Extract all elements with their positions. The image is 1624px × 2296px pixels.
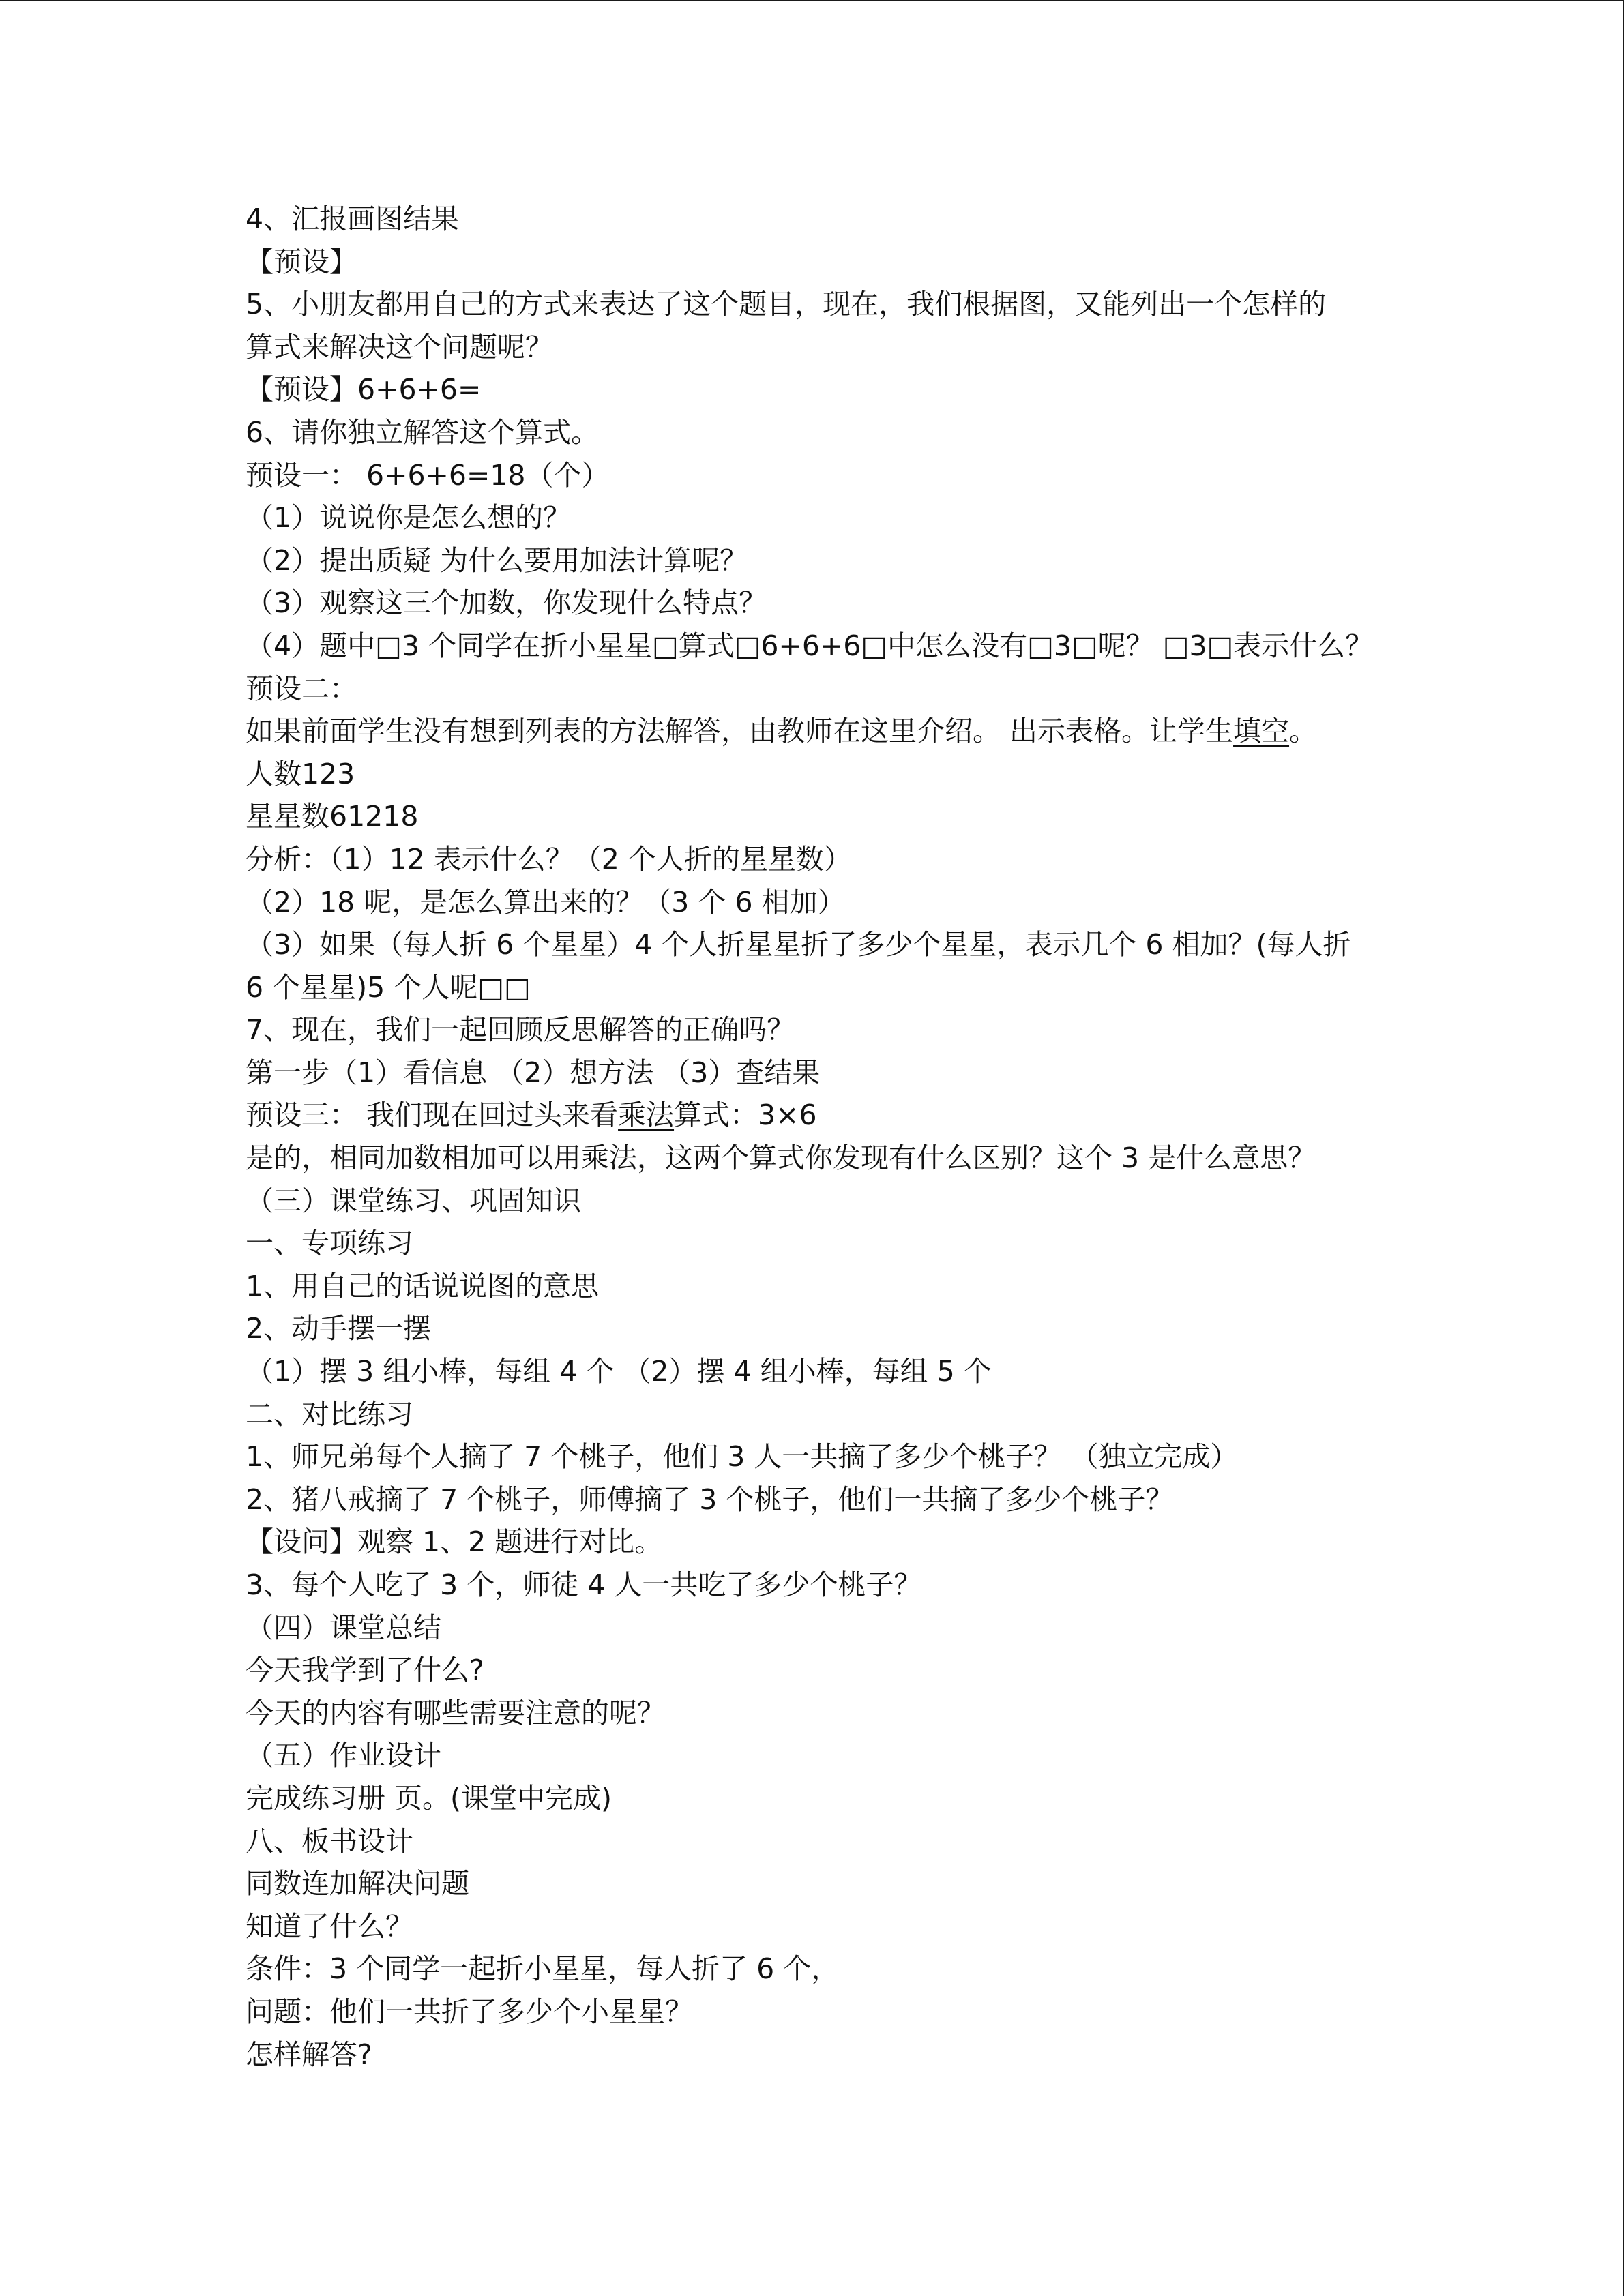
text-line: （五）作业设计 (246, 1739, 441, 1772)
underlined-term: 乘法 (618, 1099, 675, 1132)
text-line: 2、猪八戒摘了 7 个桃子，师傅摘了 3 个桃子，他们一共摘了多少个桃子？ (246, 1482, 1174, 1516)
text-line: 条件：3 个同学一起折小星星，每人折了 6 个， (246, 1952, 840, 1986)
text-line: 分析：（1）12 表示什么？（2 个人折的星星数） (246, 842, 852, 876)
text-line: 二、对比练习 (246, 1397, 413, 1431)
text-line: 1、师兄弟每个人摘了 7 个桃子，他们 3 人一共摘了多少个桃子？ （独立完成） (246, 1440, 1239, 1474)
text-line: 知道了什么？ (246, 1909, 413, 1943)
text-line: 是的，相同加数相加可以用乘法，这两个算式你发现有什么区别？这个 3 是什么意思？ (246, 1142, 1316, 1175)
text-line: 2、动手摆一摆 (246, 1312, 432, 1345)
text-line: （4）题中□3 个同学在折小星星□算式□6+6+6□中怎么没有□3□呢？ □3□表示什么？ (246, 629, 1374, 662)
text-line: 一、专项练习 (246, 1227, 413, 1260)
text-line: 第一步（1）看信息 （2）想方法 （3）查结果 (246, 1056, 821, 1089)
text-line: （3）观察这三个加数，你发现什么特点？ (246, 586, 767, 620)
text-line: 预设一： 6+6+6=18（个） (246, 458, 610, 492)
text-line: （2）提出质疑 为什么要用加法计算呢？ (246, 543, 748, 577)
text-line: 星星数61218 (246, 800, 419, 833)
text-line: 1、用自己的话说说图的意思 (246, 1269, 600, 1302)
text-line: （2）18 呢，是怎么算出来的？（3 个 6 相加） (246, 885, 846, 919)
underlined-term: 填空 (1233, 715, 1290, 748)
text-line: 6、请你独立解答这个算式。 (246, 415, 600, 449)
text-line: 3、每个人吃了 3 个，师徒 4 人一共吃了多少个桃子？ (246, 1568, 922, 1601)
text-line: 5、小朋友都用自己的方式来表达了这个题目，现在，我们根据图，又能列出一个怎样的 (246, 288, 1327, 321)
text-line: （1）说说你是怎么想的？ (246, 501, 572, 535)
text-line: （三）课堂练习、巩固知识 (246, 1184, 581, 1217)
text-line: 问题：他们一共折了多少个小星星？ (246, 1995, 693, 2028)
document-body (246, 198, 1405, 2076)
text-line: 今天我学到了什么? (246, 1654, 484, 1687)
text-line: 预设二： (246, 672, 357, 705)
text-line: 6 个星星)5 个人呢□□ (246, 970, 531, 1004)
text-line: 预设三： 我们现在回过头来看乘法算式：3×6 (246, 1099, 817, 1132)
text-line: （1）摆 3 组小棒，每组 4 个 （2）摆 4 组小棒，每组 5 个 (246, 1355, 992, 1388)
text-line: 今天的内容有哪些需要注意的呢？ (246, 1696, 665, 1729)
text-line: 【预设】 (246, 245, 357, 278)
text-line: 算式来解决这个问题呢？ (246, 330, 553, 363)
text-line: （3）如果（每人折 6 个星星）4 个人折星星折了多少个星星，表示几个 6 相加？(每人折 (246, 928, 1351, 961)
text-line: 完成练习册 页。(课堂中完成) (246, 1781, 612, 1815)
text-line: 如果前面学生没有想到列表的方法解答，由教师在这里介绍。 出示表格。让学生填空。 (246, 715, 1318, 748)
text-line: 人数123 (246, 757, 355, 790)
text-line: 【预设】6+6+6= (246, 373, 482, 406)
text-line: 【设问】观察 1、2 题进行对比。 (246, 1525, 663, 1559)
text-line: 同数连加解决问题 (246, 1867, 469, 1900)
text-line: （四）课堂总结 (246, 1611, 441, 1644)
text-line: 4、汇报画图结果 (246, 203, 460, 235)
text-line: 怎样解答? (246, 2038, 372, 2071)
text-line: 7、现在，我们一起回顾反思解答的正确吗？ (246, 1013, 795, 1047)
text-line: 八、板书设计 (246, 1824, 413, 1858)
